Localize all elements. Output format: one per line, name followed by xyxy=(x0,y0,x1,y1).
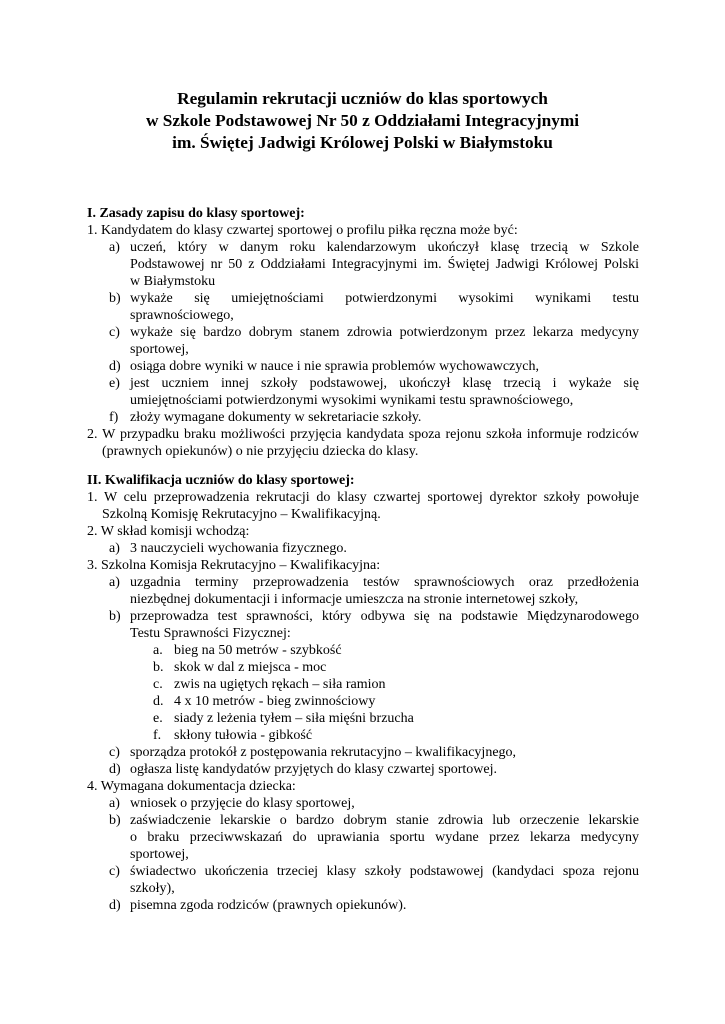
section-1-item-2: 2. W przypadku braku możliwości przyjęcia kandydata spoza rejonu szkoła informuje rodziców xyxy=(87,427,639,442)
section-2-item-4: 4. Wymagana dokumentacja dziecka: xyxy=(87,779,296,794)
list-item-line: uzgadnia terminy przeprowadzenia testów sprawnościowych oraz przedłożenia xyxy=(130,575,639,590)
marker: a. xyxy=(153,643,163,658)
list-item-line: szkoły), xyxy=(130,881,175,896)
test-item: zwis na ugiętych rękach – siła ramion xyxy=(174,677,386,692)
marker: c) xyxy=(109,745,120,760)
list-item-line: jest uczniem innej szkoły podstawowej, ukończył klasę trzecią i wykaże się xyxy=(130,376,639,391)
title-line-1: Regulamin rekrutacji uczniów do klas sportowych xyxy=(177,89,548,108)
section-1-item-1: 1. Kandydatem do klasy czwartej sportowej o profilu piłka ręczna może być: xyxy=(87,223,518,238)
marker: b) xyxy=(109,291,121,306)
section-2-item-1: 1. W celu przeprowadzenia rekrutacji do klasy czwartej sportowej dyrektor szkoły powołuje xyxy=(87,490,639,505)
list-item-line: przeprowadza test sprawności, który odbywa się na podstawie Międzynarodowego xyxy=(130,609,639,624)
title-line-3: im. Świętej Jadwigi Królowej Polski w Białymstoku xyxy=(172,133,553,152)
list-item-line: sportowej, xyxy=(130,342,189,357)
list-item-line: osiąga dobre wyniki w nauce i nie sprawia problemów wychowawczych, xyxy=(130,359,539,374)
list-item-line: Testu Sprawności Fizycznej: xyxy=(130,626,291,641)
title-line-2: w Szkole Podstawowej Nr 50 z Oddziałami Integracyjnymi xyxy=(145,111,580,130)
list-item-line: w Białymstoku xyxy=(130,274,216,289)
list-item-line: ogłasza listę kandydatów przyjętych do klasy czwartej sportowej. xyxy=(130,762,497,777)
list-item-line: umiejętnościami potwierdzonymi wysokimi wynikami testu sprawnościowego, xyxy=(130,393,574,408)
test-item: siady z leżenia tyłem – siła mięśni brzucha xyxy=(174,711,414,726)
list-item-line: o braku przeciwwskazań do uprawiania sportu wydane przez lekarza medycyny xyxy=(130,830,639,845)
marker: d) xyxy=(109,359,121,374)
section-2-item-1-cont: Szkolną Komisję Rekrutacyjno – Kwalifikacyjną. xyxy=(102,507,381,522)
marker: f. xyxy=(153,728,162,743)
list-item-line: wniosek o przyjęcie do klasy sportowej, xyxy=(130,796,355,811)
test-item: 4 x 10 metrów - bieg zwinnościowy xyxy=(174,694,376,709)
list-item-line: 3 nauczycieli wychowania fizycznego. xyxy=(130,541,347,556)
marker: b. xyxy=(153,660,164,675)
marker: d. xyxy=(153,694,164,709)
section-1-heading: I. Zasady zapisu do klasy sportowej: xyxy=(87,206,305,221)
test-item: skok w dal z miejsca - moc xyxy=(174,660,327,675)
marker: c) xyxy=(109,325,120,340)
marker: a) xyxy=(109,796,120,811)
marker: c. xyxy=(153,677,163,692)
marker: a) xyxy=(109,541,120,556)
list-item-line: zaświadczenie lekarskie o bardzo dobrym stanie zdrowia lub orzeczenie lekarskie xyxy=(130,813,639,828)
section-2-item-3: 3. Szkolna Komisja Rekrutacyjno – Kwalifikacyjna: xyxy=(87,558,381,573)
marker: a) xyxy=(109,575,120,590)
list-item-line: wykaże się umiejętnościami potwierdzonymi wysokimi wynikami testu xyxy=(130,291,639,306)
section-1-item-2-cont: (prawnych opiekunów) o nie przyjęciu dziecka do klasy. xyxy=(102,444,419,459)
list-item-line: uczeń, który w danym roku kalendarzowym ukończył klasę trzecią w Szkole xyxy=(130,240,639,255)
marker: d) xyxy=(109,762,121,777)
list-item-line: niezbędnej dokumentacji i informacje umieszcza na stronie internetowej szkoły, xyxy=(130,592,579,607)
test-item: skłony tułowia - gibkość xyxy=(174,728,313,743)
list-item-line: sportowej, xyxy=(130,847,189,862)
list-item-line: sporządza protokół z postępowania rekrutacyjno – kwalifikacyjnego, xyxy=(130,745,517,760)
marker: d) xyxy=(109,898,121,913)
marker: b) xyxy=(109,609,121,624)
test-item: bieg na 50 metrów - szybkość xyxy=(174,643,342,658)
document-title xyxy=(0,88,725,154)
marker: e) xyxy=(109,376,120,391)
list-item-line: świadectwo ukończenia trzeciej klasy szkoły podstawowej (kandydaci spoza rejonu xyxy=(130,864,639,879)
list-item-line: złoży wymagane dokumenty w sekretariacie szkoły. xyxy=(130,410,422,425)
list-item-line: Podstawowej nr 50 z Oddziałami Integracyjnymi im. Świętej Jadwigi Królowej Polski xyxy=(130,257,639,272)
list-item-line: sprawnościowego, xyxy=(130,308,234,323)
section-2-item-2: 2. W skład komisji wchodzą: xyxy=(87,524,250,539)
marker: e. xyxy=(153,711,163,726)
section-2-heading: II. Kwalifikacja uczniów do klasy sportowej: xyxy=(87,473,355,488)
list-item-line: pisemna zgoda rodziców (prawnych opiekunów). xyxy=(130,898,407,913)
marker: b) xyxy=(109,813,121,828)
marker: c) xyxy=(109,864,120,879)
list-item-line: wykaże się bardzo dobrym stanem zdrowia potwierdzonym przez lekarza medycyny xyxy=(130,325,639,340)
marker: a) xyxy=(109,240,120,255)
marker: f) xyxy=(109,410,119,425)
